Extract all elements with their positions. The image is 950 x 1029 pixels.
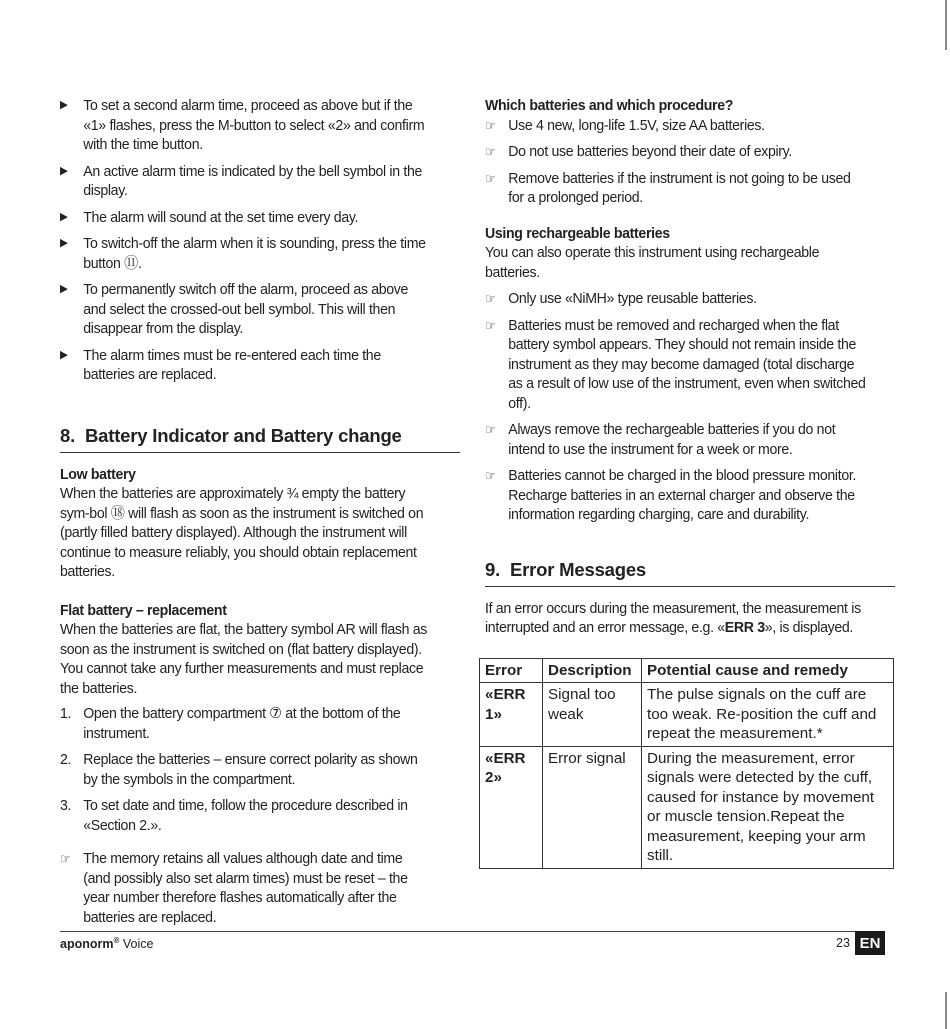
step-item: 2. Replace the batteries – ensure correct polarity as shown by the symbols in the compartment. — [60, 751, 418, 788]
pointing-hand-icon: ☞ — [485, 170, 496, 186]
flat-battery-block — [60, 601, 432, 928]
alarm-bullets — [60, 96, 432, 385]
bullet-item: ▶ To set a second alarm time, proceed as above but if the «1» flashes, press the M-button to select «2» and confirm with the time button. — [60, 97, 425, 153]
bullet-item: ▶ To permanently switch off the alarm, proceed as above and select the crossed-out bell symbol. This will then disappear from the display. — [60, 281, 409, 337]
bullet-item: ▶ The alarm will sound at the set time every day. — [60, 208, 359, 226]
bullet-item: ▶ The alarm times must be re-entered each time the batteries are replaced. — [60, 346, 381, 383]
pointing-hand-icon: ☞ — [60, 851, 71, 866]
page-edge-mark-bottom — [945, 992, 947, 1029]
hint-item: ☞ Batteries cannot be charged in the blood pressure monitor. Recharge batteries in an external charger and observe the information regarding charging, care and durability. — [485, 467, 857, 523]
table-cell: «ERR 2» — [480, 746, 543, 868]
pointing-hand-icon: ☞ — [485, 422, 496, 437]
rechargeable-heading: Using rechargeable batteries — [485, 224, 670, 242]
footer-brand: aponorm® Voice — [60, 936, 154, 952]
triangle-bullet-icon: ▶ — [60, 210, 68, 223]
flat-battery-heading: Flat battery – replacement — [60, 601, 227, 619]
hint-item: ☞ Batteries must be removed and recharged when the flat battery symbol appears. They should not remain inside the instrument as they may become damaged (total discharge as a result of low use of the instrument, even when switched off). — [485, 316, 866, 412]
language-badge: EN — [855, 931, 885, 955]
triangle-bullet-icon: ▶ — [60, 164, 68, 177]
triangle-bullet-icon: ▶ — [60, 348, 68, 361]
hint-item: ☞ Use 4 new, long-life 1.5V, size AA batteries. — [485, 116, 765, 134]
step-item: 3. To set date and time, follow the procedure described in «Section 2.». — [60, 797, 408, 834]
right-column — [485, 96, 895, 869]
hint-item: ☞ Only use «NiMH» type reusable batteries. — [485, 290, 757, 307]
hint-item: ☞ Remove batteries if the instrument is not going to be used for a prolonged period. — [485, 169, 851, 206]
table-header-cell: Error — [480, 658, 543, 683]
hint-item: ☞ Always remove the rechargeable batteries if you do not intend to use the instrument for a week or more. — [485, 421, 836, 458]
table-cell: Signal too weak — [543, 683, 642, 747]
table-header-row — [480, 658, 894, 683]
table-cell: The pulse signals on the cuff are too weak. Re-position the cuff and repeat the measurement.* — [642, 683, 894, 747]
table-cell: During the measurement, error signals were detected by the cuff, caused for instance by movement or muscle tension.Repeat the measurement, keeping your arm still. — [642, 746, 894, 868]
footer-rule — [60, 931, 885, 932]
left-column — [60, 96, 460, 934]
table-cell: Error signal — [543, 746, 642, 868]
table-row — [480, 683, 894, 747]
memory-note: ☞ The memory retains all values although date and time (and possibly also set alarm times) must be reset – the year number therefore flashes automatically after the batteries are replaced. — [60, 850, 408, 926]
pointing-hand-icon: ☞ — [485, 317, 496, 333]
pointing-hand-icon: ☞ — [485, 117, 496, 133]
section-9-heading: 9. Error Messages — [485, 559, 895, 587]
low-battery-text: When the batteries are approximately ¾ empty the battery sym-bol ⑱ will flash as soon as the instrument is switched on (partly filled battery displayed). Although the instrument will continue to measure reliably, you should obtain replacement batteries. — [60, 485, 424, 580]
low-battery-heading: Low battery — [60, 465, 136, 483]
which-batteries-block — [485, 96, 866, 208]
triangle-bullet-icon: ▶ — [60, 283, 68, 295]
table-header-cell: Potential cause and remedy — [642, 658, 894, 683]
error-intro: If an error occurs during the measurement, the measurement is interrupted and an error message, e.g. «ERR 3», is displayed. — [485, 599, 861, 636]
section-8-heading: 8. Battery Indicator and Battery change — [60, 425, 460, 453]
pointing-hand-icon: ☞ — [485, 291, 496, 306]
flat-battery-text: When the batteries are flat, the battery symbol AR will flash as soon as the instrument is switched on (flat battery displayed). You cannot take any further measurements and must replace the batteries. — [60, 621, 427, 697]
triangle-bullet-icon: ▶ — [60, 99, 68, 111]
which-batteries-heading: Which batteries and which procedure? — [485, 97, 734, 114]
step-item: 1. Open the battery compartment ⑦ at the bottom of the instrument. — [60, 705, 401, 742]
hint-item: ☞ Do not use batteries beyond their date of expiry. — [485, 143, 792, 160]
triangle-bullet-icon: ▶ — [60, 237, 68, 249]
table-header-cell: Description — [543, 658, 642, 683]
pointing-hand-icon: ☞ — [485, 468, 496, 483]
rechargeable-intro: You can also operate this instrument using rechargeable batteries. — [485, 244, 820, 281]
error-table — [479, 658, 894, 869]
page-number: 23 — [836, 936, 850, 950]
table-row — [480, 746, 894, 868]
bullet-item: ▶ To switch-off the alarm when it is sounding, press the time button ⑪. — [60, 235, 426, 272]
pointing-hand-icon: ☞ — [485, 144, 496, 159]
rechargeable-block — [485, 224, 866, 525]
bullet-item: ▶ An active alarm time is indicated by the bell symbol in the display. — [60, 162, 423, 199]
table-cell: «ERR 1» — [480, 683, 543, 747]
page-edge-mark-top — [945, 0, 947, 50]
low-battery-block — [60, 465, 432, 582]
